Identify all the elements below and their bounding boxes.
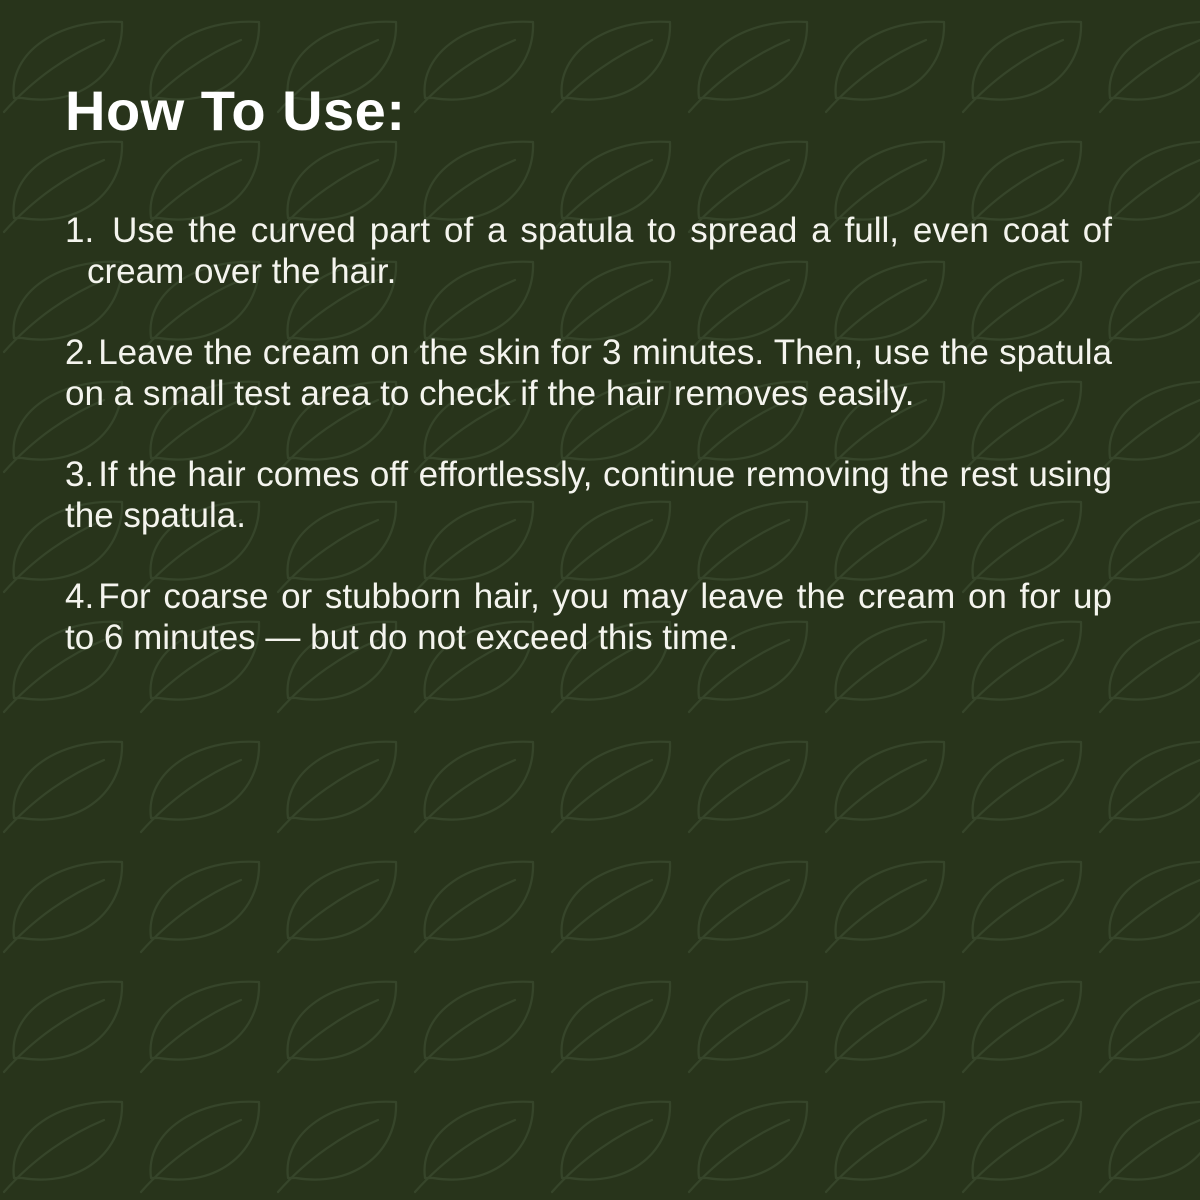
step-number: 4. — [65, 577, 95, 616]
instruction-step-1 — [65, 210, 1112, 292]
step-number: 3. — [65, 455, 95, 494]
instruction-step-4 — [65, 576, 1112, 658]
instruction-step-2 — [65, 332, 1112, 414]
page-title: How To Use: — [65, 79, 406, 142]
instruction-step-3 — [65, 454, 1112, 536]
how-to-use-panel — [65, 78, 1112, 698]
step-text: Leave the cream on the skin for 3 minutes. Then, use the spatula on a small test area to check if the hair removes easily. — [65, 333, 1112, 413]
step-number: 2. — [65, 333, 95, 372]
step-text: Use the curved part of a spatula to spread a full, even coat of cream over the hair. — [87, 211, 1112, 291]
step-text: For coarse or stubborn hair, you may leave the cream on for up to 6 minutes — but do not exceed this time. — [65, 577, 1112, 657]
instruction-list — [65, 210, 1112, 658]
step-text: If the hair comes off effortlessly, continue removing the rest using the spatula. — [65, 455, 1112, 535]
step-number: 1. — [65, 211, 95, 250]
